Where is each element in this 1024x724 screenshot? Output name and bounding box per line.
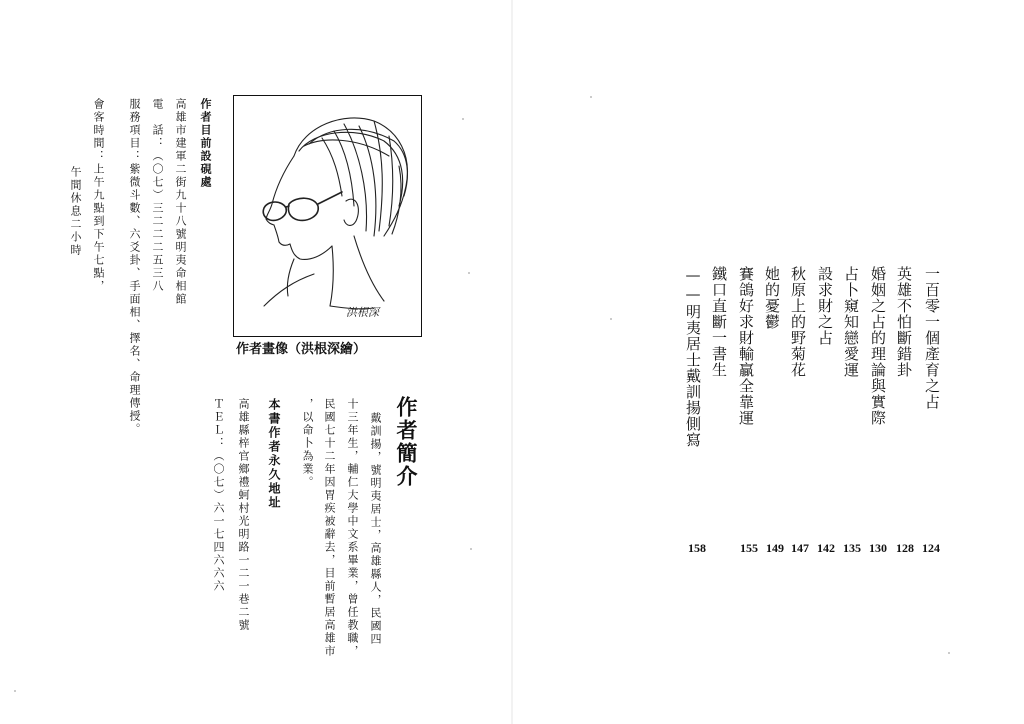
toc-entry-title: 占卜窺知戀愛運 [842, 266, 860, 378]
page-gutter [511, 0, 513, 724]
profile-line-2: 十三年生，輔仁大學中文系畢業，曾任教職， [346, 398, 359, 658]
toc-entry-title: 她的憂鬱 [763, 266, 781, 330]
scan-speck [590, 96, 592, 98]
toc-entry-title: 一百零一個產育之占 [923, 266, 941, 410]
toc-entry-title: 婚姻之占的理論與實際 [869, 266, 887, 426]
office-lunch-break: 午間休息二小時 [69, 166, 82, 257]
address-phone: ＴＥＬ：（〇七）六一七四六六六 [212, 398, 225, 593]
scan-speck [948, 652, 950, 654]
toc-page-number: 147 [791, 541, 809, 555]
toc-page-number: 158 [688, 541, 706, 555]
profile-heading: 作者簡介 [394, 396, 418, 488]
scan-speck [462, 118, 464, 120]
profile-line-1: 戴訓揚，號明夷居士，高雄縣人，民國四 [369, 412, 382, 646]
profile-line-4: ，以命卜為業。 [301, 398, 314, 489]
toc-page-number: 135 [843, 541, 861, 555]
office-heading: 作者目前設硯處 [199, 98, 212, 189]
address-line: 高雄縣梓官鄉禮蚵村光明路一二一巷二號 [237, 398, 250, 632]
portrait-caption: 作者畫像（洪根深繪） [236, 342, 367, 357]
toc-page-number: 149 [766, 541, 784, 555]
toc-page-number: 142 [817, 541, 835, 555]
office-services: 服務項目：紫微斗數、六爻卦、手面相、擇名、命理傳授。 [128, 98, 141, 436]
office-hours: 會客時間：上午九點到下午七點， [92, 98, 105, 293]
scan-speck [468, 272, 470, 274]
scan-speck [14, 690, 16, 692]
office-address: 高雄市建軍二街九十八號明夷命相館 [174, 98, 187, 306]
profile-line-3: 民國七十二年因胃疾被辭去，目前暫居高雄市 [323, 398, 336, 658]
office-phone: 電 話：（〇七）三二二二五三八 [151, 98, 164, 293]
toc-entry-title: 鐵口直斷一書生 [710, 266, 728, 378]
author-portrait [233, 95, 422, 337]
portrait-signature: 洪根深 [346, 306, 379, 319]
toc-page-number: 130 [869, 541, 887, 555]
toc-entry-title: 賽鴿好求財輸贏全靠運 [737, 266, 755, 426]
address-heading: 本書作者永久地址 [267, 398, 281, 510]
scan-speck [470, 548, 472, 550]
toc-entry-title: 英雄不怕斷錯卦 [895, 266, 913, 378]
scan-speck [610, 318, 612, 320]
toc-page-number: 128 [896, 541, 914, 555]
toc-entry-subtitle: ——明夷居士戴訓揚側寫 [684, 266, 702, 448]
toc-entry-title: 秋原上的野菊花 [789, 266, 807, 378]
toc-entry-title: 設求財之占 [816, 266, 834, 346]
portrait-sketch [234, 96, 421, 336]
toc-page-number: 155 [740, 541, 758, 555]
toc-page-number: 124 [922, 541, 940, 555]
